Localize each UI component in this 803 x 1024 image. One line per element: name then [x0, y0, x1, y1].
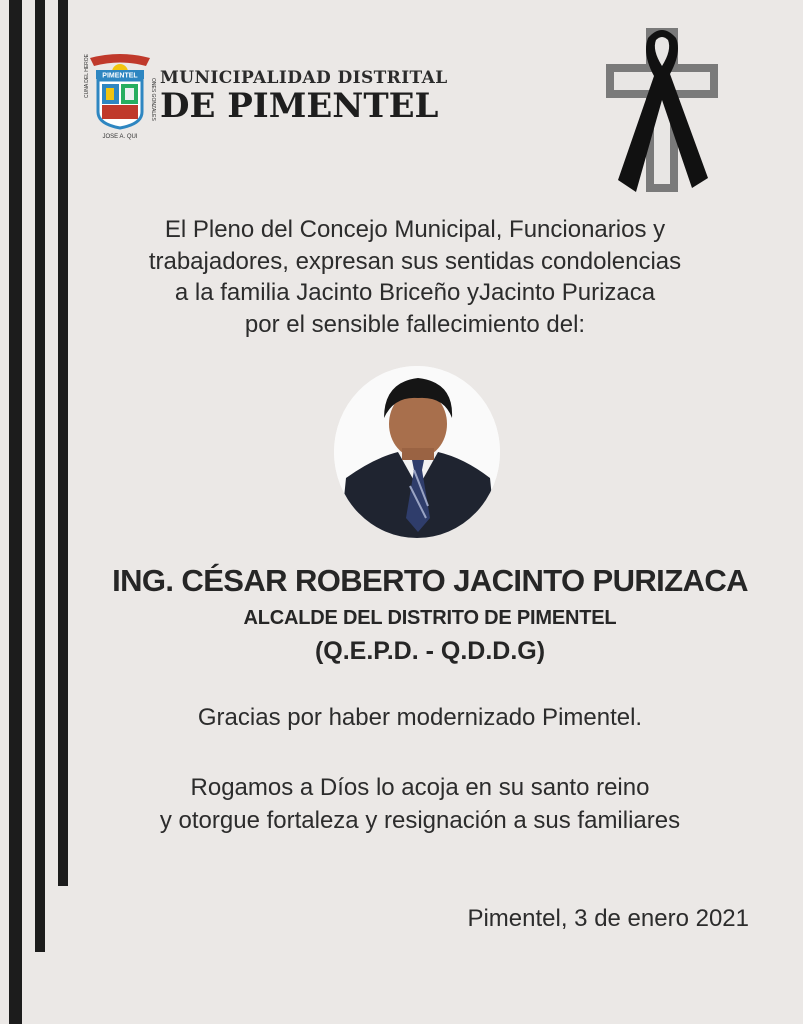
decorative-stripe: [9, 0, 22, 1024]
message-line: trabajadores, expresan sus sentidas condolencias: [148, 247, 682, 275]
institution-line-2: DE PIMENTEL: [160, 86, 439, 126]
deceased-portrait: [334, 366, 500, 538]
prayer-line: Rogamos a Díos lo acoja en su santo reino: [190, 774, 650, 801]
decorative-stripe: [58, 0, 68, 886]
crest-left-text: CUNA DEL HÉROE: [84, 54, 90, 98]
deceased-title: ALCALDE DEL DISTRITO DE PIMENTEL: [243, 607, 617, 629]
prayer-line: y otorgue fortaleza y resignación a sus familiares: [159, 807, 681, 834]
portrait-photo-icon: [334, 366, 500, 538]
prayer-message: [120, 771, 720, 837]
message-line: por el sensible fallecimiento del:: [244, 310, 586, 338]
institution-title: [160, 68, 448, 124]
message-line: a la familia Jacinto Briceño yJacinto Purizaca: [174, 279, 656, 306]
mourning-ribbon-icon: [600, 26, 724, 196]
message-line: El Pleno del Concejo Municipal, Funcionarios y: [164, 216, 666, 243]
date-line: Pimentel, 3 de enero 2021: [467, 905, 749, 932]
crest-bottom-text: JOSE A. QUI: [102, 134, 138, 140]
crest-banner-text: PIMENTEL: [102, 72, 138, 80]
crest-right-text: ONES GONZALES: [150, 78, 156, 121]
deceased-name: ING. CÉSAR ROBERTO JACINTO PURIZACA: [112, 563, 748, 598]
institution-line-1: MUNICIPALIDAD DISTRITAL: [160, 68, 448, 88]
thanks-message: Gracias por haber modernizado Pimentel.: [197, 704, 643, 731]
rip-abbreviation: (Q.E.P.D. - Q.D.D.G): [314, 637, 546, 665]
decorative-stripe: [35, 0, 45, 952]
condolence-message: [130, 214, 700, 340]
municipal-crest-icon: [84, 50, 156, 142]
